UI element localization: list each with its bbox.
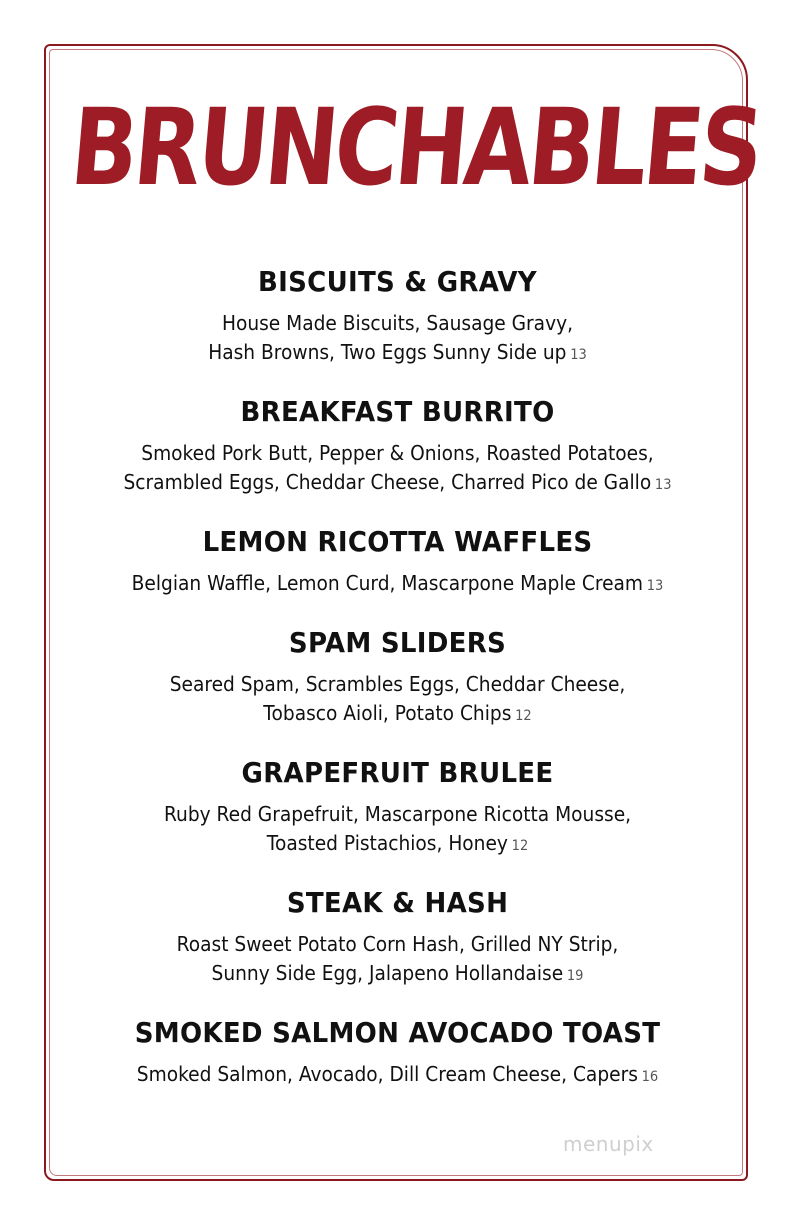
description-line — [28, 309, 767, 338]
menu-item-name: SMOKED SALMON AVOCADO TOAST — [134, 1016, 661, 1049]
menu-item — [0, 623, 795, 731]
watermark: menupix — [563, 1132, 654, 1156]
menu-item — [0, 883, 795, 991]
description-text: Roast Sweet Potato Corn Hash, Grilled NY Strip, — [176, 932, 619, 956]
description-line — [28, 699, 767, 731]
menu-item-name: GRAPEFRUIT BRULEE — [241, 756, 554, 789]
description-line — [28, 468, 767, 500]
menu-item-name: STEAK & HASH — [286, 886, 509, 919]
description-line — [28, 338, 767, 370]
menu-item-name: LEMON RICOTTA WAFFLES — [202, 525, 593, 558]
menu-item — [0, 753, 795, 861]
menu-item-description — [28, 439, 767, 500]
menu-item — [0, 522, 795, 601]
description-text: Smoked Salmon, Avocado, Dill Cream Cheese, Capers — [136, 1062, 638, 1086]
description-text: Smoked Pork Butt, Pepper & Onions, Roasted Potatoes, — [141, 441, 654, 465]
menu-item-description — [28, 309, 767, 370]
menu-item-description — [28, 670, 767, 731]
description-text: Hash Browns, Two Eggs Sunny Side up — [208, 340, 567, 364]
description-line — [28, 670, 767, 699]
description-line — [28, 829, 767, 861]
description-text: Scrambled Eggs, Cheddar Cheese, Charred Pico de Gallo — [123, 470, 652, 494]
menu-item-description — [28, 569, 767, 601]
menu-item-name: BREAKFAST BURRITO — [240, 395, 555, 428]
menu-item-price: 12 — [515, 708, 532, 724]
description-line — [28, 800, 767, 829]
description-line — [28, 959, 767, 991]
description-text: Toasted Pistachios, Honey — [266, 831, 508, 855]
menu-item-description — [28, 930, 767, 991]
description-line — [28, 439, 767, 468]
menu-item-description — [28, 1060, 767, 1092]
menu-item-price: 12 — [511, 838, 529, 854]
menu-item-price: 13 — [570, 347, 587, 363]
description-line — [28, 1060, 767, 1092]
description-text: Ruby Red Grapefruit, Mascarpone Ricotta Mousse, — [163, 802, 632, 826]
description-text: Belgian Waffle, Lemon Curd, Mascarpone Maple Cream — [131, 571, 644, 595]
menu-title: BRUNCHABLES — [66, 86, 765, 209]
menu-item-name: BISCUITS & GRAVY — [258, 265, 537, 298]
description-line — [28, 930, 767, 959]
menu-item-description — [28, 800, 767, 861]
description-text: Sunny Side Egg, Jalapeno Hollandaise — [211, 961, 564, 985]
menu-item — [0, 392, 795, 500]
description-text: Seared Spam, Scrambles Eggs, Cheddar Cheese, — [169, 672, 626, 696]
menu-item-price: 16 — [641, 1069, 659, 1085]
menu-item-price: 19 — [566, 968, 584, 984]
menu-item-price: 13 — [646, 578, 664, 594]
menu-item — [0, 262, 795, 370]
menu-list — [0, 262, 795, 1092]
description-text: House Made Biscuits, Sausage Gravy, — [221, 311, 574, 335]
menu-item — [0, 1013, 795, 1092]
menu-item-price: 13 — [654, 477, 672, 493]
description-text: Tobasco Aioli, Potato Chips — [263, 701, 512, 725]
menu-item-name: SPAM SLIDERS — [288, 626, 507, 659]
description-line — [28, 569, 767, 601]
